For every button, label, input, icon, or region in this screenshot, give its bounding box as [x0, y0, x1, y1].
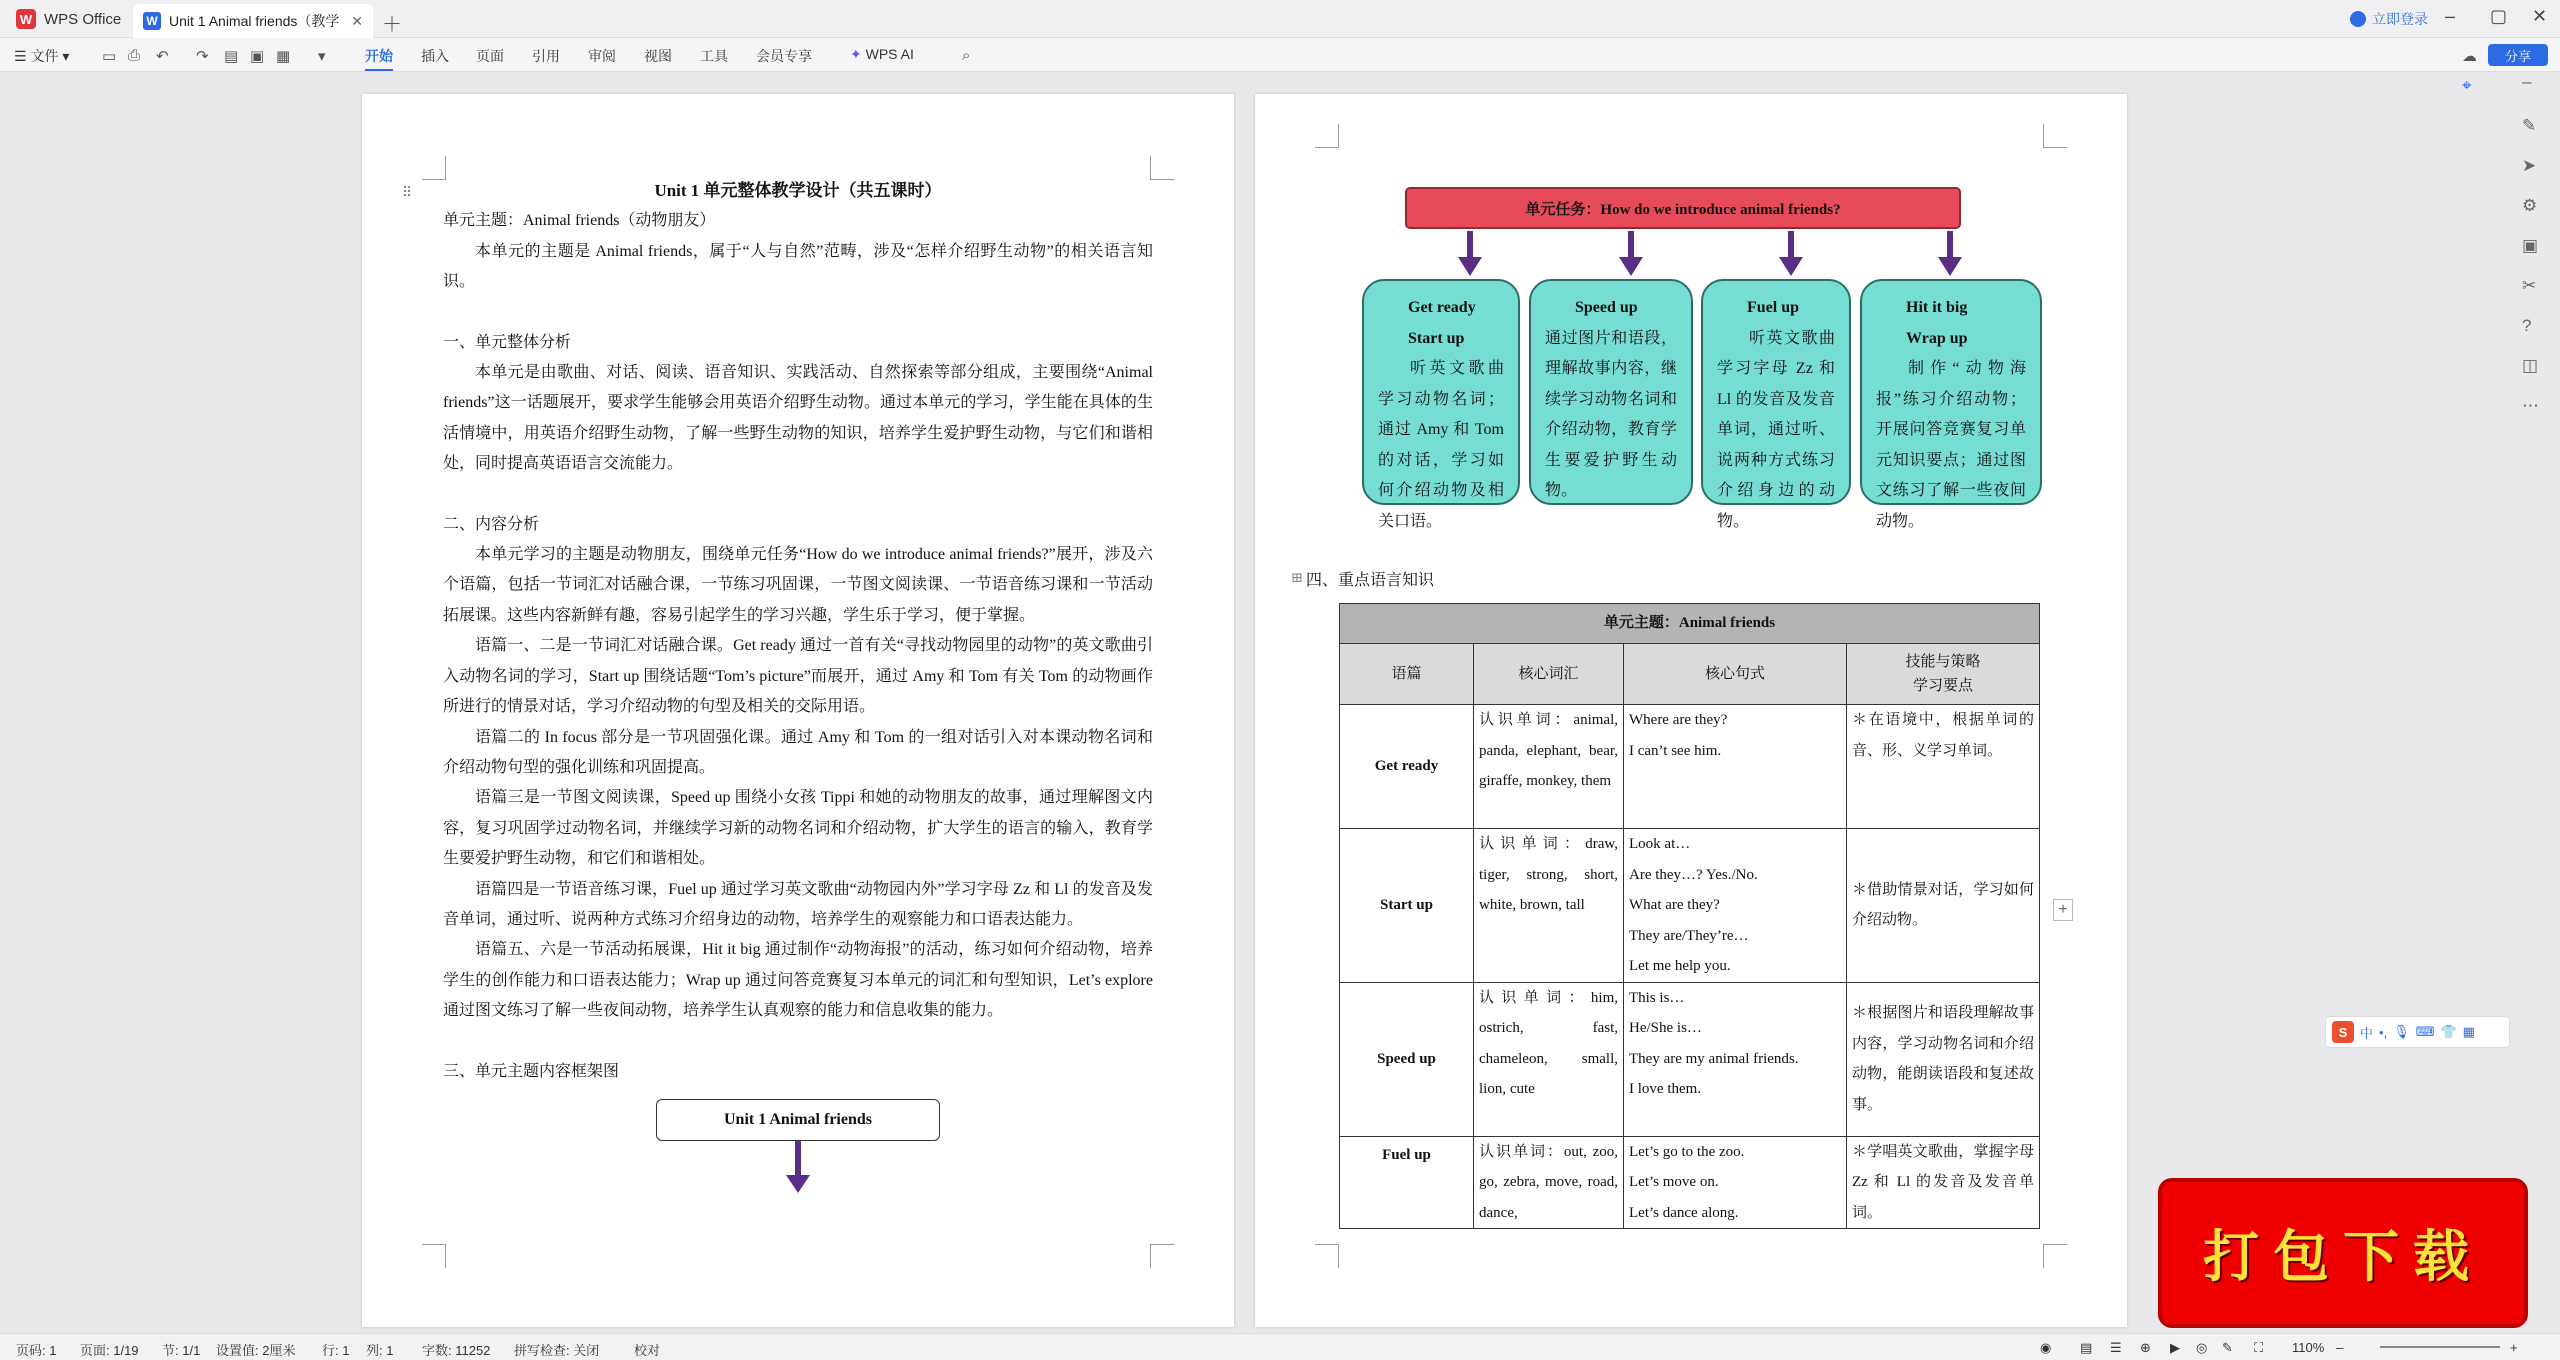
ime-toolbar[interactable] — [2325, 1016, 2510, 1048]
download-banner[interactable]: 打包下载 — [2158, 1178, 2528, 1328]
sentence: I love them. — [1629, 1081, 1702, 1097]
sentence: I can’t see him. — [1629, 742, 1722, 759]
table-row — [1340, 705, 2040, 829]
tab-view[interactable]: 视图 — [644, 48, 672, 64]
content-paragraph-3: 语篇二的 In focus 部分是一节巩固强化课。通过 Amy 和 Tom 的一组对话引入对本课动物名词和介绍动物句型的强化训练和巩固提高。 — [443, 728, 1153, 776]
intro-paragraph: 本单元的主题是 Animal friends，属于“人与自然”范畴，涉及“怎样介绍野生动物”的相关语言知识。 — [443, 242, 1153, 291]
content-paragraph-1: 本单元学习的主题是动物朋友，围绕单元任务“How do we introduce animal friends?”展开，涉及六个语篇，包括一节词汇对话融合课，一节练习巩固课，一节图文阅读课、一节语音练习课和一节活动拓展课。这些内容新鲜有趣，容易引起学生的学习兴趣，学生乐于学习，便于掌握。 — [443, 546, 1153, 624]
microphone-icon[interactable]: 🎙 — [2393, 1024, 2410, 1039]
tab-home[interactable]: 开始 — [365, 46, 393, 71]
skin-icon[interactable]: 👕 — [2440, 1024, 2457, 1039]
card-text: 制作“动物海报”练习介绍动物；开展问答竞赛复习单元知识要点；通过图文练习了解一些夜间动物。 — [1876, 360, 2026, 530]
table-header: 语篇 — [1340, 644, 1474, 705]
tab-wps-ai[interactable] — [850, 46, 914, 63]
sentence: They are/They’re… — [1629, 927, 1749, 944]
card-title: Speed up — [1575, 299, 1638, 316]
punctuation-icon[interactable]: •, — [2379, 1024, 2388, 1040]
table-cell: 认识单词：animal, panda, elephant, bear, giraffe, monkey, them — [1474, 705, 1624, 829]
table-cell: Start up — [1340, 829, 1474, 983]
status-bar — [0, 1333, 2560, 1360]
avatar-icon — [2350, 11, 2366, 27]
down-arrow-icon — [1458, 231, 1482, 276]
language-knowledge-table — [1339, 603, 2040, 1229]
image-icon[interactable]: ▣ — [250, 48, 265, 65]
fit-icon[interactable]: ⛶ — [2254, 1340, 2264, 1355]
table-row — [1340, 1136, 2040, 1229]
section-heading-4: 四、重点语言知识 — [1306, 572, 1435, 589]
card-text: 听英文歌曲学习字母 Zz 和 Ll 的发音及发音单词，通过听、说两种方式练习介绍身边的动物。 — [1717, 329, 1835, 530]
sentence: Let’s dance along. — [1629, 1204, 1739, 1221]
status-section[interactable]: 节: 1/1 — [162, 1343, 201, 1358]
table-row — [1340, 829, 2040, 983]
web-view-icon[interactable]: ⊕ — [2140, 1340, 2151, 1355]
eye-icon[interactable]: ◉ — [2040, 1340, 2052, 1355]
status-page[interactable]: 页码: 1 — [16, 1343, 57, 1358]
table-cell — [1624, 829, 1847, 983]
zoom-in-icon[interactable]: + — [2510, 1340, 2518, 1355]
down-arrow-icon — [1779, 231, 1803, 276]
keyboard-icon[interactable]: ⌨ — [2415, 1024, 2435, 1039]
play-icon[interactable]: ▶ — [2170, 1340, 2180, 1355]
wps-ai-label: WPS AI — [865, 46, 914, 62]
sentence: Where are they? — [1629, 712, 1728, 728]
card-subtitle: Start up — [1408, 329, 1465, 347]
tab-membership[interactable]: 会员专享 — [756, 48, 812, 64]
share-button[interactable] — [2488, 44, 2548, 66]
sentence: Let’s go to the zoo. — [1629, 1143, 1745, 1160]
sentence: He/She is… — [1629, 1020, 1702, 1036]
content-paragraph-2: 语篇一、二是一节词汇对话融合课。Get ready 通过一首有关“寻找动物园里的动物”的英文歌曲引入动物名词的学习，Start up 围绕话题“Tom’s picture”而展开，通过 Amy 和 Tom 有关 Tom 的动物画作所进行的情景对话，学习介绍动物的句型及相关的交际用语。 — [443, 637, 1153, 716]
page-1-content — [443, 176, 1153, 1193]
menu-bar — [0, 38, 2560, 72]
content-paragraph-6: 语篇五、六是一节活动拓展课，Hit it big 通过制作“动物海报”的活动，练习如何介绍动物，培养学生的创作能力和口语表达能力；Wrap up 通过问答竞赛复习本单元的词汇和句型知识，Let’s explore 通过图文练习了解一些夜间动物，培养学生认真观察的能力和信息收集的能力。 — [443, 941, 1153, 1020]
margin-mark — [1315, 124, 1339, 148]
login-label: 立即登录 — [2372, 11, 2428, 27]
zoom-level[interactable]: 110% — [2292, 1340, 2325, 1355]
document-page-2 — [1255, 94, 2127, 1327]
card-title: Hit it big — [1906, 299, 1968, 316]
framework-card — [1362, 279, 1520, 530]
sentence: Let’s move on. — [1629, 1174, 1719, 1190]
wps-logo-icon: W — [16, 9, 36, 29]
new-tab-icon[interactable]: ＋ — [382, 14, 402, 36]
card-title: Get ready — [1408, 299, 1476, 316]
more-dropdown-icon[interactable]: ▾ — [318, 48, 326, 65]
close-window-icon[interactable]: ✕ — [2532, 6, 2548, 26]
settings-sliders-icon[interactable]: ⚙ — [2522, 196, 2538, 215]
sogou-logo-icon: S — [2332, 1021, 2354, 1043]
tab-review[interactable]: 审阅 — [588, 48, 616, 64]
help-icon[interactable]: ? — [2522, 316, 2532, 335]
down-arrow-icon — [1938, 231, 1962, 276]
table-cell: Speed up — [1340, 982, 1474, 1136]
tab-insert[interactable]: 插入 — [421, 48, 449, 64]
sentence: Look at… — [1629, 836, 1691, 852]
table-header: 技能与策略 学习要点 — [1847, 644, 2040, 705]
status-word-count[interactable]: 字数: 11252 — [422, 1343, 491, 1358]
close-tab-icon[interactable]: ✕ — [351, 12, 363, 29]
document-tab[interactable] — [133, 4, 373, 38]
save-icon[interactable]: ▭ — [102, 48, 117, 65]
down-arrow-icon — [1619, 231, 1643, 276]
gallery-icon[interactable]: ▣ — [2522, 236, 2539, 255]
table-cell: Get ready — [1340, 705, 1474, 829]
minimize-icon[interactable]: – — [2445, 6, 2456, 26]
tab-page[interactable]: 页面 — [476, 48, 504, 64]
card-text: 通过图片和语段，理解故事内容，继续学习动物名词和介绍动物，教育学生要爱护野生动物。 — [1545, 329, 1677, 499]
app-name: WPS Office — [44, 10, 122, 28]
margin-mark — [2043, 1244, 2067, 1268]
table-cell: 认识单词：out, zoo, go, zebra, move, road, dance, — [1474, 1136, 1624, 1229]
table-cell — [1624, 1136, 1847, 1229]
redo-icon[interactable]: ↷ — [196, 48, 209, 65]
tab-tools[interactable]: 工具 — [700, 48, 728, 64]
section-heading-2: 二、内容分析 — [443, 515, 540, 533]
cloud-icon[interactable]: ☁ — [2462, 48, 2477, 65]
export-pdf-icon[interactable]: ▤ — [224, 48, 239, 65]
edit-icon[interactable]: ✎ — [2222, 1340, 2233, 1355]
insert-icon[interactable]: ▦ — [276, 48, 291, 65]
document-title: Unit 1 单元整体教学设计（共五课时） — [654, 181, 942, 200]
zoom-out-icon[interactable]: – — [2336, 1340, 2344, 1355]
bag-icon[interactable]: ◫ — [2522, 356, 2539, 375]
status-line[interactable]: 行: 1 — [322, 1343, 350, 1358]
status-column[interactable]: 列: 1 — [366, 1343, 394, 1358]
wps-ai-icon: ✦ — [850, 46, 862, 62]
zoom-slider[interactable] — [2380, 1346, 2500, 1348]
margin-mark — [422, 1244, 446, 1268]
print-icon[interactable]: ⎙ — [128, 47, 141, 64]
table-cell: ＊在语境中，根据单词的音、形、义学习单词。 — [1847, 705, 2040, 829]
margin-mark — [2043, 124, 2067, 148]
status-spellcheck[interactable]: 拼写检查: 关闭 — [514, 1343, 600, 1358]
table-title: 单元主题：Animal friends — [1340, 604, 2040, 644]
sentence: Are they…? Yes./No. — [1629, 866, 1758, 883]
outline-view-icon[interactable]: ☰ — [2110, 1340, 2122, 1355]
status-proofread[interactable]: 校对 — [634, 1343, 661, 1358]
pen-icon[interactable]: ✎ — [2522, 116, 2537, 135]
sentence: What are they? — [1629, 897, 1720, 913]
unit-theme-line: 单元主题：Animal friends（动物朋友） — [443, 212, 716, 230]
table-handle-icon[interactable]: ⊞ — [1291, 571, 1303, 586]
pointer-icon[interactable]: ➤ — [2522, 156, 2537, 175]
table-cell: 认识单词：him, ostrich, fast, chameleon, small, lion, cute — [1474, 982, 1624, 1136]
document-tab-label: Unit 1 Animal friends（教学 — [169, 13, 340, 29]
card-title: Fuel up — [1747, 299, 1800, 316]
framework-card — [1701, 279, 1851, 530]
unit-task-box: 单元任务：How do we introduce animal friends? — [1405, 187, 1961, 229]
table-header: 核心句式 — [1624, 644, 1847, 705]
drag-handle-icon[interactable]: ⠿ — [402, 184, 413, 200]
file-menu-label: 文件 — [30, 48, 59, 64]
card-text: 听英文歌曲学习动物名词；通过 Amy 和 Tom 的对话，学习如何介绍动物及相关口语。 — [1378, 360, 1504, 530]
globe-icon[interactable]: ◎ — [2196, 1340, 2208, 1355]
margin-mark — [1315, 1244, 1339, 1268]
ime-mode-label: 中 — [2360, 1025, 2374, 1041]
section-heading-1: 一、单元整体分析 — [443, 333, 572, 351]
framework-card — [1860, 279, 2042, 530]
search-icon[interactable]: ⌕ — [962, 47, 971, 64]
framework-card — [1529, 279, 1693, 505]
down-arrow-icon — [783, 1141, 813, 1193]
sentence: Let me help you. — [1629, 958, 1731, 974]
table-cell: 认识单词：draw, tiger, strong, short, white, brown, tall — [1474, 829, 1624, 983]
file-menu[interactable]: ☰ 文件 ▾ — [14, 48, 70, 64]
analysis-paragraph: 本单元是由歌曲、对话、阅读、语音知识、实践活动、自然探索等部分组成，主要围绕“Animal friends”这一话题展开，要求学生能够会用英语介绍野生动物。通过本单元的学习，学生能在具体的生活情境中，用英语介绍野生动物，了解一些野生动物的知识，培养学生爱护野生动物，与它们和谐相处，同时提高英语语言交流能力。 — [443, 364, 1153, 473]
title-bar — [0, 0, 2560, 38]
app-brand[interactable] — [16, 9, 121, 29]
undo-icon[interactable]: ↶ — [156, 48, 169, 65]
sentence: This is… — [1629, 989, 1685, 1006]
tab-reference[interactable]: 引用 — [532, 48, 560, 64]
more-icon[interactable]: ⋯ — [2522, 396, 2539, 415]
framework-root-box: Unit 1 Animal friends — [656, 1099, 940, 1141]
toolbox-icon[interactable]: ▦ — [2462, 1024, 2475, 1039]
card-subtitle: Wrap up — [1906, 329, 1968, 347]
content-paragraph-4: 语篇三是一节图文阅读课，Speed up 围绕小女孩 Tippi 和她的动物朋友的故事，通过理解图文内容，复习巩固学过动物名词，并继续学习新的动物名词和介绍动物，扩大学生的语言的输入，教育学生要爱护野生动物，和它们和谐相处。 — [443, 789, 1153, 868]
share-label: 分享 — [2504, 48, 2531, 64]
table-cell: Fuel up — [1340, 1136, 1474, 1229]
table-cell — [1624, 982, 1847, 1136]
table-row — [1340, 982, 2040, 1136]
table-cell: ＊根据图片和语段理解故事内容，学习动物名词和介绍动物，能朗读语段和复述故事。 — [1847, 982, 2040, 1136]
maximize-icon[interactable]: ▢ — [2490, 6, 2508, 26]
login-button[interactable] — [2350, 9, 2428, 29]
location-pin-icon[interactable]: ⌖ — [2462, 76, 2472, 95]
status-setting[interactable]: 设置值: 2厘米 — [216, 1343, 296, 1358]
margin-mark — [1150, 156, 1174, 180]
margin-mark — [1150, 1244, 1174, 1268]
section-heading-3: 三、单元主题内容框架图 — [443, 1062, 620, 1080]
collapse-icon[interactable]: – — [2522, 72, 2532, 91]
table-cell: ＊借助情景对话，学习如何介绍动物。 — [1847, 829, 2040, 983]
table-cell — [1624, 705, 1847, 829]
status-pages[interactable]: 页面: 1/19 — [80, 1343, 139, 1358]
table-header: 核心词汇 — [1474, 644, 1624, 705]
content-paragraph-5: 语篇四是一节语音练习课，Fuel up 通过学习英文歌曲“动物园内外”学习字母 Zz 和 Ll 的发音及发音单词，通过听、说两种方式练习介绍身边的动物，培养学生的观察能力和口语表达能力。 — [443, 880, 1153, 928]
page-view-icon[interactable]: ▤ — [2080, 1340, 2093, 1355]
table-cell: ＊学唱英文歌曲，掌握字母 Zz 和 Ll 的发音及发音单词。 — [1847, 1136, 2040, 1229]
sentence: They are my animal friends. — [1629, 1050, 1799, 1067]
tools-icon[interactable]: ✂ — [2522, 276, 2537, 295]
document-page-1 — [362, 94, 1234, 1327]
add-row-button[interactable]: + — [2053, 899, 2073, 921]
word-doc-icon: W — [143, 12, 161, 30]
